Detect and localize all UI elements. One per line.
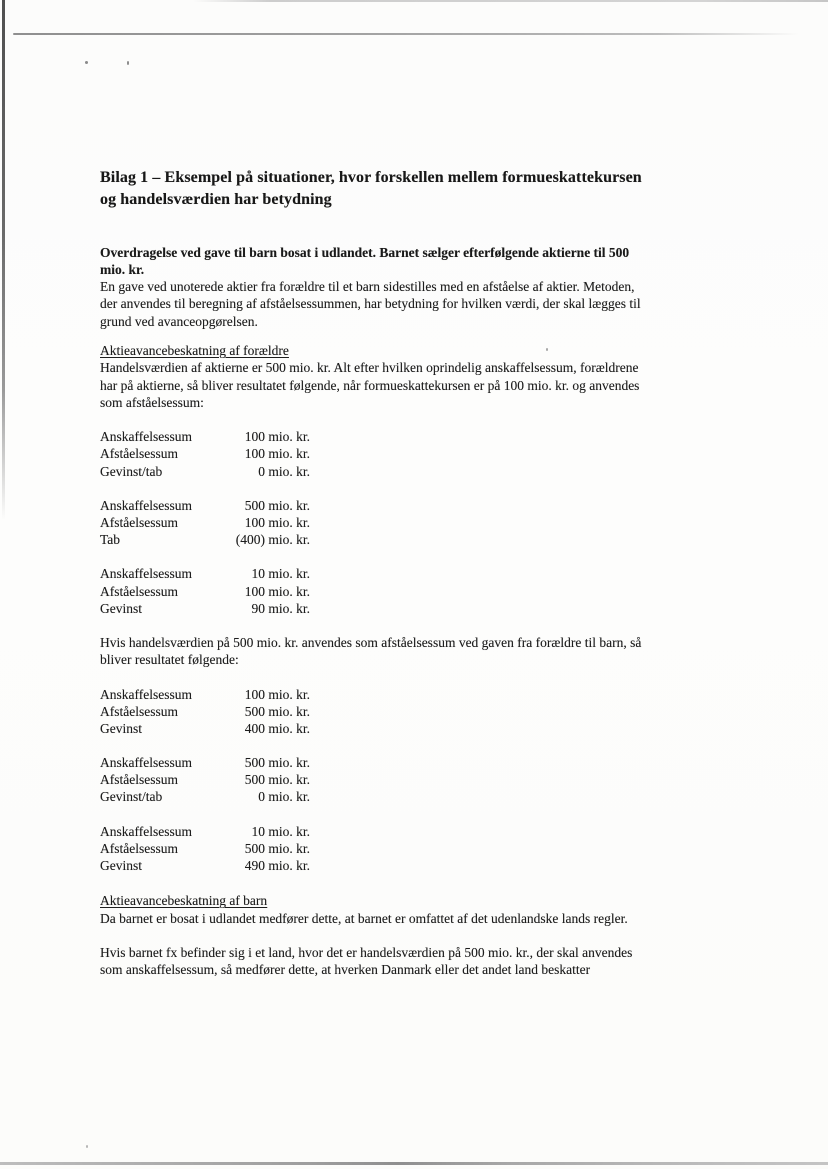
- paragraph-line: Da barnet er bosat i udlandet medfører dette, at barnet er omfattet af det udenlandske lands regler.: [100, 910, 628, 926]
- calc-label: Anskaffelsessum: [100, 823, 192, 839]
- calc-row: [100, 497, 748, 514]
- paragraph-line: Handelsværdien af aktierne er 500 mio. kr. Alt efter hvilken oprindelig anskaffelsessum, forældrene: [100, 360, 639, 376]
- paragraph-line: Overdragelse ved gave til barn bosat i udlandet. Barnet sælger efterfølgende aktierne til 500: [100, 244, 630, 260]
- mid-paragraph: [100, 634, 748, 669]
- paragraph-line: som anskaffelsessum, så medfører dette, at hverken Danmark eller det andet land beskatter: [100, 962, 591, 978]
- calc-row: [100, 703, 748, 720]
- calc-group: [100, 754, 748, 806]
- calc-row: [100, 788, 748, 805]
- scan-left-edge-artifact: [2, 0, 5, 520]
- calc-label: Afståelsessum: [100, 583, 178, 599]
- calc-row: [100, 754, 748, 771]
- calc-label: Anskaffelsessum: [100, 566, 192, 582]
- document-title: [100, 167, 748, 212]
- calc-value: 490 mio. kr.: [244, 858, 310, 874]
- section-heading-child: Aktieavancebeskatning af barn: [100, 893, 268, 909]
- scan-speck: [86, 1145, 88, 1148]
- calc-value: 100 mio. kr.: [244, 583, 310, 599]
- calc-label: Anskaffelsessum: [100, 497, 192, 513]
- document-body: [100, 167, 748, 978]
- paragraph-line: bliver resultatet følgende:: [100, 652, 239, 668]
- calc-value: 500 mio. kr.: [244, 840, 310, 856]
- title-line: Bilag 1 – Eksempel på situationer, hvor forskellen mellem formueskattekursen: [100, 169, 642, 186]
- paragraph-line: grund ved avanceopgørelsen.: [100, 313, 258, 329]
- calc-value: 400 mio. kr.: [244, 720, 310, 736]
- calc-label: Afståelsessum: [100, 515, 178, 531]
- calc-label: Afståelsessum: [100, 446, 178, 462]
- scan-top-edge-artifact: [193, 0, 828, 2]
- calc-label: Anskaffelsessum: [100, 686, 192, 702]
- intro-bold-paragraph: [100, 244, 748, 279]
- calc-value: (400) mio. kr.: [235, 532, 310, 548]
- calc-value: 90 mio. kr.: [251, 600, 310, 616]
- calc-value: 100 mio. kr.: [244, 429, 310, 445]
- paragraph-line: Hvis barnet fx befinder sig i et land, hvor det er handelsværdien på 500 mio. kr., der skal anvendes: [100, 944, 633, 960]
- calc-row: [100, 514, 748, 531]
- paragraph-line: mio. kr.: [100, 261, 145, 277]
- calc-row: [100, 600, 748, 617]
- child-paragraph: [100, 910, 748, 927]
- paragraph-line: som afståelsessum:: [100, 394, 204, 410]
- calc-value: 500 mio. kr.: [244, 497, 310, 513]
- calc-label: Anskaffelsessum: [100, 755, 192, 771]
- intro-paragraph: [100, 278, 748, 330]
- calc-value: 100 mio. kr.: [244, 446, 310, 462]
- calc-group: [100, 823, 748, 875]
- calc-row: [100, 463, 748, 480]
- parents-paragraph: [100, 359, 748, 411]
- calc-value: 500 mio. kr.: [244, 772, 310, 788]
- calc-row: [100, 857, 748, 874]
- calc-row: [100, 823, 748, 840]
- calc-group: [100, 565, 748, 617]
- title-line: og handelsværdien har betydning: [100, 191, 332, 209]
- calc-value: 500 mio. kr.: [244, 755, 310, 771]
- scan-speck: [85, 61, 88, 64]
- child-paragraph-2: [100, 944, 748, 979]
- calc-row: [100, 531, 748, 548]
- scan-horizontal-rule: [13, 33, 799, 35]
- calc-group: [100, 497, 748, 549]
- calc-group: [100, 686, 748, 738]
- calc-value: 500 mio. kr.: [244, 703, 310, 719]
- calc-label: Afståelsessum: [100, 703, 178, 719]
- calc-value: 0 mio. kr.: [258, 463, 310, 479]
- calc-label: Gevinst: [100, 600, 142, 616]
- calc-row: [100, 583, 748, 600]
- scan-speck: [127, 61, 129, 65]
- calc-label: Gevinst: [100, 720, 142, 736]
- calc-label: Tab: [100, 532, 121, 548]
- paragraph-line: En gave ved unoterede aktier fra forældre til et barn sidestilles med en afståelse af aktier. Metoden,: [100, 279, 635, 295]
- calc-label: Afståelsessum: [100, 840, 178, 856]
- calc-value: 10 mio. kr.: [251, 823, 310, 839]
- calc-row: [100, 720, 748, 737]
- paragraph-line: har på aktierne, så bliver resultatet følgende, når formueskattekursen er på 100 mio. kr. og anvendes: [100, 377, 640, 393]
- calc-row: [100, 565, 748, 582]
- calc-label: Gevinst/tab: [100, 789, 163, 805]
- calc-row: [100, 840, 748, 857]
- section-heading-parents: Aktieavancebeskatning af forældre: [100, 343, 289, 359]
- calc-value: 100 mio. kr.: [244, 686, 310, 702]
- calc-group: [100, 428, 748, 480]
- calc-label: Afståelsessum: [100, 772, 178, 788]
- paragraph-line: Hvis handelsværdien på 500 mio. kr. anvendes som afståelsessum ved gaven fra forældre til barn, så: [100, 634, 642, 650]
- scan-bottom-edge-artifact: [0, 1162, 828, 1165]
- calc-label: Gevinst: [100, 858, 142, 874]
- calc-row: [100, 445, 748, 462]
- calc-label: Gevinst/tab: [100, 463, 163, 479]
- calc-value: 100 mio. kr.: [244, 515, 310, 531]
- calc-value: 10 mio. kr.: [251, 566, 310, 582]
- calc-row: [100, 771, 748, 788]
- paragraph-line: der anvendes til beregning af afståelsessummen, har betydning for hvilken værdi, der skal lægges til: [100, 296, 641, 312]
- calc-row: [100, 686, 748, 703]
- calc-row: [100, 428, 748, 445]
- calc-label: Anskaffelsessum: [100, 429, 192, 445]
- calc-value: 0 mio. kr.: [258, 789, 310, 805]
